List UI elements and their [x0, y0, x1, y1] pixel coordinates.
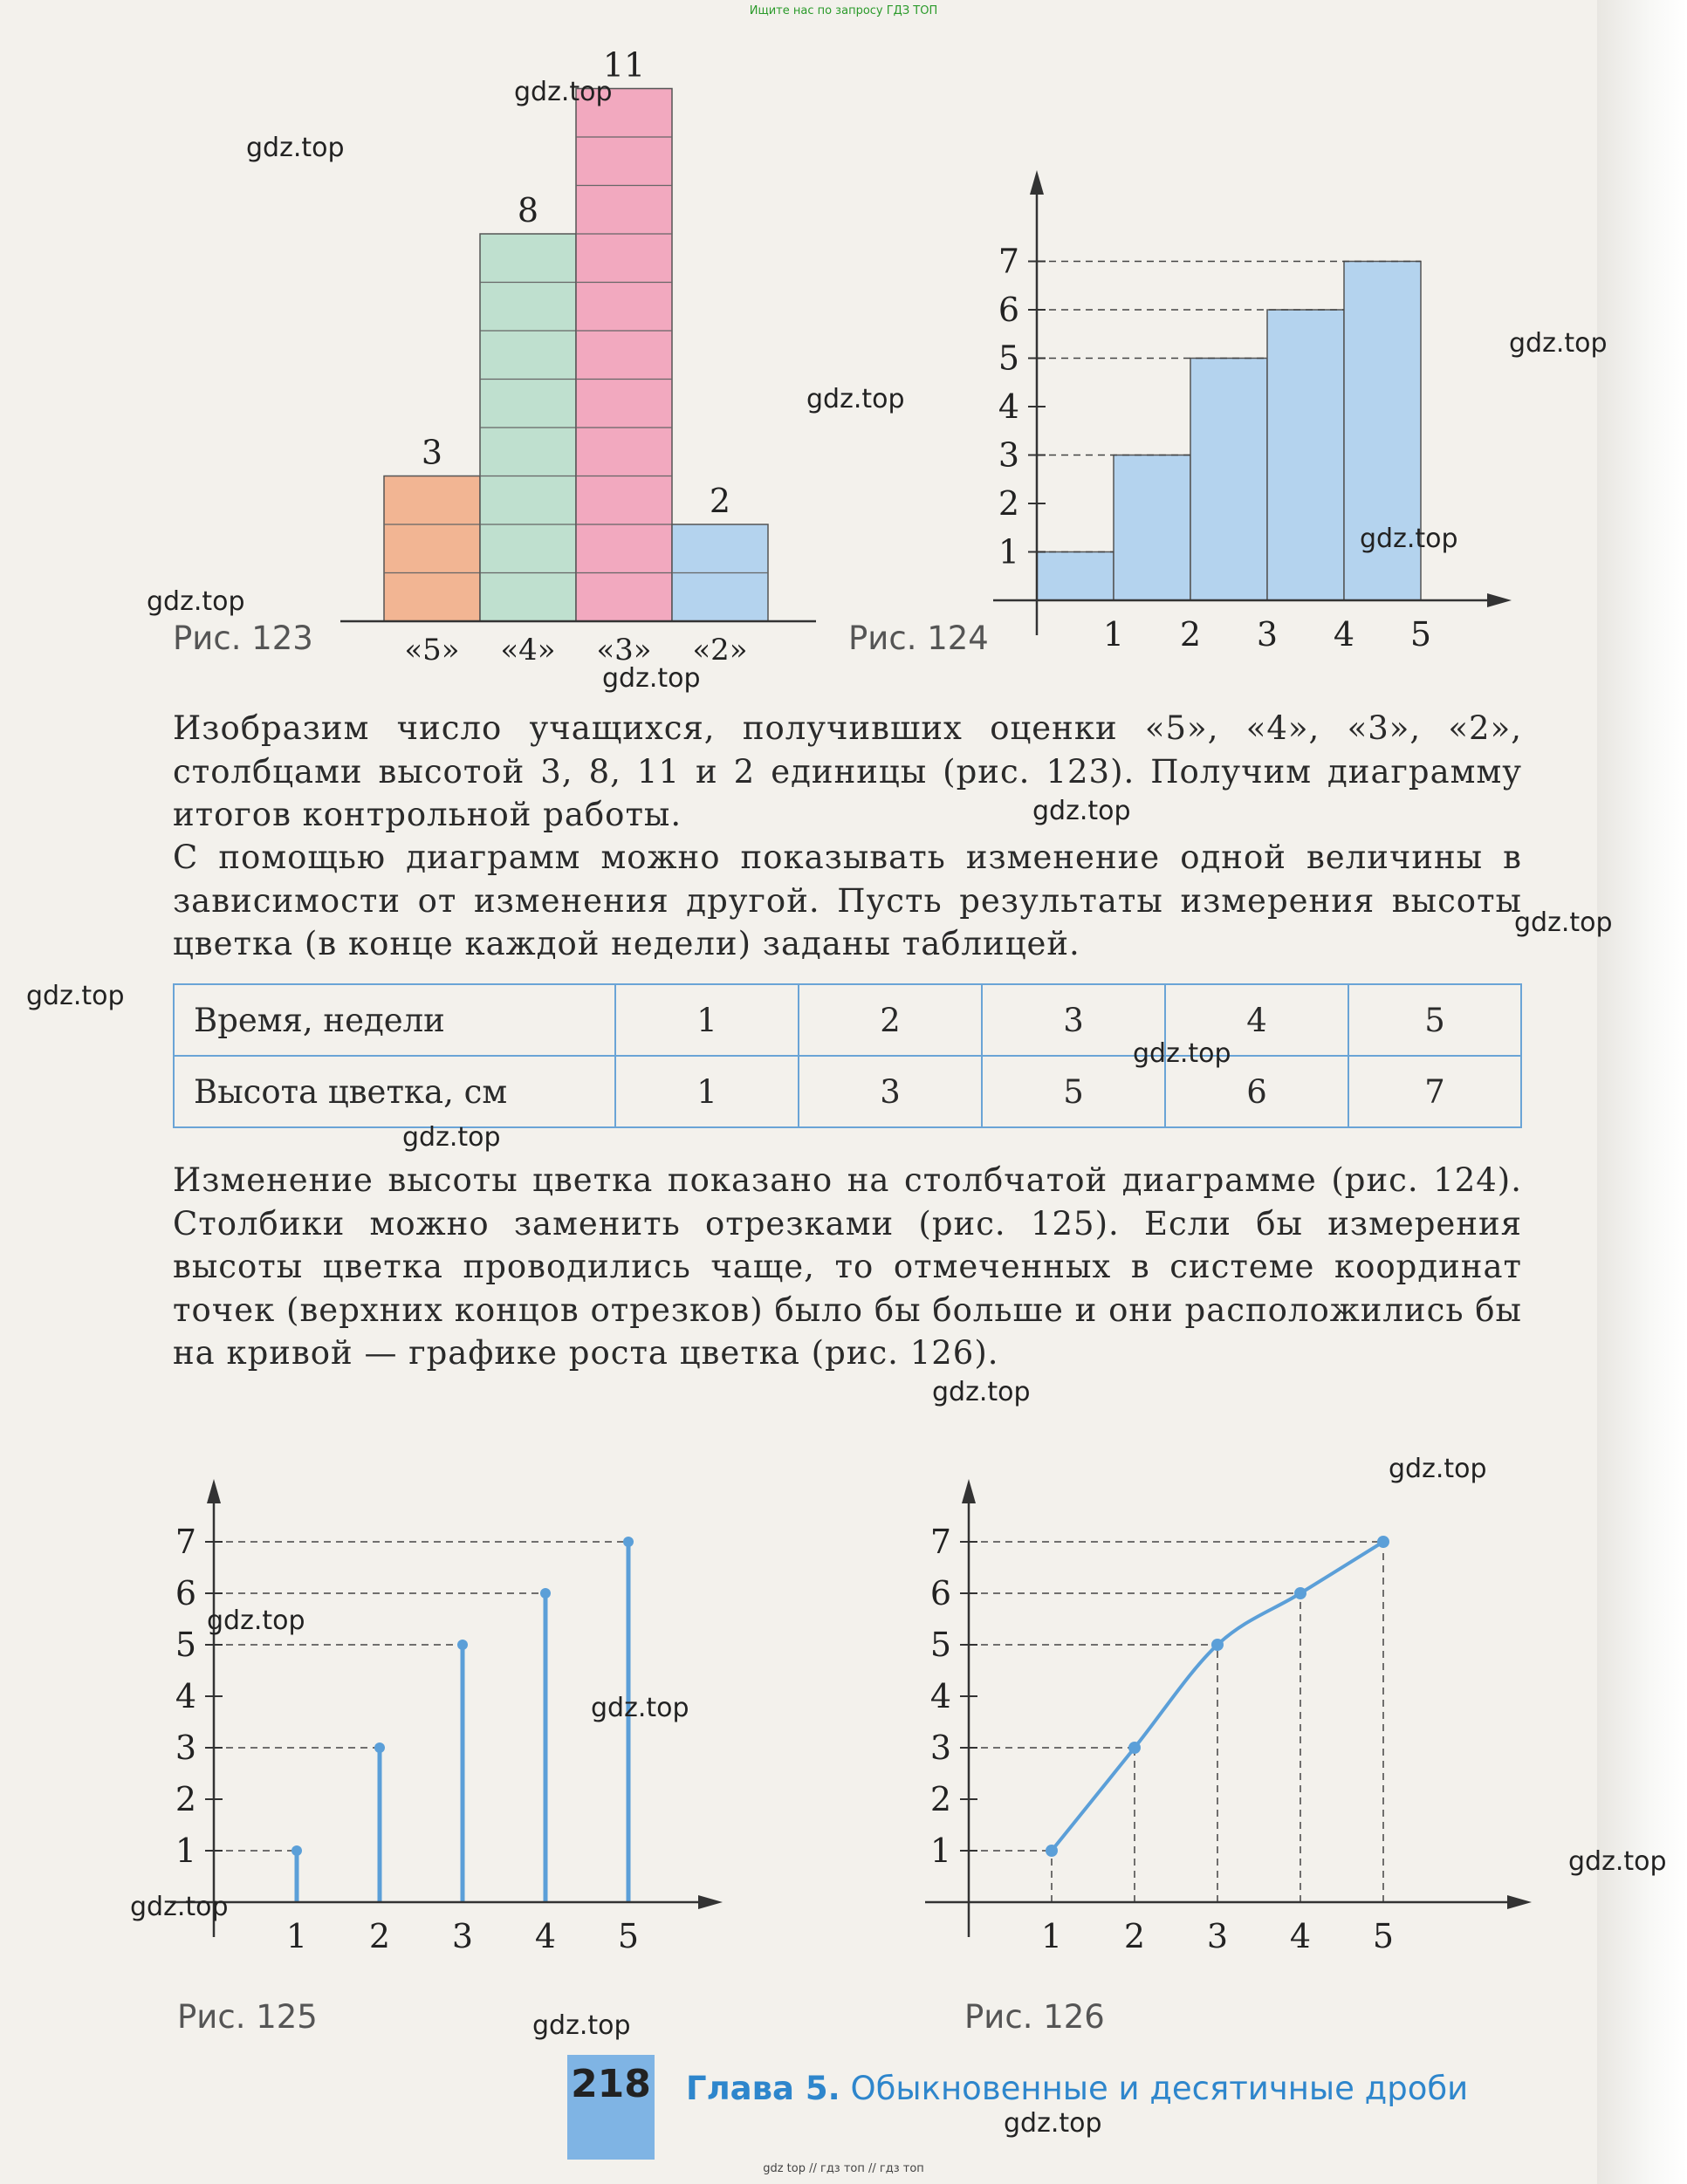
y-axis-arrow [1030, 170, 1044, 195]
y-tick-label: 3 [929, 1729, 951, 1767]
paragraph-diagram-results: Изобразим число учащихся, получивших оценки «5», «4», «3», «2», столбцами высотой 3, 8, 11 и 2 единицы (рис. 123). Получим диаграмму итогов контрольной работы. [173, 709, 1522, 833]
y-tick-label: 2 [998, 484, 1019, 523]
x-tick-label: 3 [451, 1917, 474, 1955]
watermark: gdz.top [1568, 1846, 1667, 1877]
data-label: 3 [421, 433, 443, 472]
table-cell: 5 [982, 1056, 1165, 1127]
x-tick-label: «3» [596, 633, 652, 663]
watermark: gdz.top [147, 586, 245, 617]
watermark: gdz.top [402, 1122, 501, 1153]
bottom-watermark-notice: gdz top // гдз топ // гдз топ [763, 2162, 924, 2175]
y-tick-label: 6 [998, 291, 1019, 329]
watermark: gdz.top [1032, 796, 1131, 826]
y-tick-label: 6 [929, 1574, 951, 1612]
table-cell: 2 [799, 984, 982, 1056]
x-axis-arrow [1487, 593, 1512, 607]
table-cell: 1 [615, 984, 799, 1056]
paragraph-diagram-change: С помощью диаграмм можно показывать изменение одной величины в зависимости от изменения другой. Пусть результаты измерения высоты цветка (в конце каждой недели) заданы таблицей. [173, 839, 1522, 962]
watermark: gdz.top [514, 77, 613, 107]
y-tick-label: 7 [175, 1523, 196, 1561]
x-tick-label: «2» [692, 633, 748, 663]
table-cell: 5 [1348, 984, 1521, 1056]
table-cell: 6 [1165, 1056, 1348, 1127]
flower-height-table [173, 983, 1522, 1128]
x-tick-label: 5 [617, 1917, 640, 1955]
watermark: gdz.top [932, 1377, 1031, 1407]
table-row-label: Время, недели [174, 984, 615, 1056]
watermark: gdz.top [130, 1892, 229, 1922]
y-tick-label: 4 [929, 1677, 951, 1715]
y-tick-label: 5 [175, 1626, 196, 1664]
chapter-name: Обыкновенные и десятичные дроби [850, 2070, 1469, 2107]
data-label: 11 [602, 45, 646, 85]
bar [1037, 552, 1114, 601]
watermark: gdz.top [1514, 907, 1613, 938]
paragraph-flower-growth: Изменение высоты цветка показано на столбчатой диаграмме (рис. 124). Столбики можно заменить отрезками (рис. 125). Если бы измерения высоты цветка проводились чаще, то отмеченных в системе координат точек (верхних концов отрезков) было бы больше и они расположились бы на кривой — графике роста цветка (рис. 126). [173, 1161, 1522, 1372]
x-tick-label: 3 [1256, 615, 1279, 654]
watermark: gdz.top [1004, 2108, 1102, 2139]
table-cell: 3 [982, 984, 1165, 1056]
figure-123-caption: Рис. 123 [173, 620, 313, 657]
watermark: gdz.top [1133, 1038, 1231, 1069]
y-axis-arrow [962, 1479, 976, 1503]
x-tick-label: «5» [404, 633, 460, 663]
x-tick-label: 1 [285, 1917, 308, 1955]
data-point [1294, 1587, 1306, 1599]
y-tick-label: 3 [175, 1729, 196, 1767]
y-tick-label: 2 [175, 1780, 196, 1818]
watermark: gdz.top [602, 663, 701, 694]
page-number: 218 [571, 2062, 651, 2106]
x-tick-label: 2 [1123, 1917, 1146, 1955]
x-tick-label: 2 [1179, 615, 1202, 654]
x-tick-label: 5 [1409, 615, 1432, 654]
y-tick-label: 4 [175, 1677, 196, 1715]
chapter-label: Глава 5. [686, 2070, 840, 2107]
watermark: gdz.top [1360, 524, 1458, 554]
table-row-label: Высота цветка, см [174, 1056, 615, 1127]
watermark: gdz.top [246, 133, 345, 163]
figure-126 [873, 1431, 1597, 1998]
x-axis-arrow [1507, 1895, 1532, 1909]
data-point [291, 1845, 302, 1856]
y-tick-label: 5 [998, 339, 1019, 378]
y-tick-label: 2 [929, 1780, 951, 1818]
top-watermark-notice: Ищите нас по запросу ГДЗ ТОП [749, 4, 938, 17]
y-tick-label: 7 [929, 1523, 951, 1561]
bar [1190, 359, 1267, 601]
bar [1267, 310, 1344, 600]
x-tick-label: 4 [534, 1917, 557, 1955]
y-tick-label: 1 [998, 532, 1019, 572]
x-tick-label: «4» [500, 633, 556, 663]
watermark: gdz.top [26, 981, 125, 1011]
x-tick-label: 1 [1040, 1917, 1063, 1955]
data-point [1211, 1639, 1224, 1651]
x-tick-label: 4 [1289, 1917, 1312, 1955]
y-tick-label: 1 [929, 1831, 951, 1870]
x-tick-label: 3 [1206, 1917, 1229, 1955]
watermark: gdz.top [207, 1605, 305, 1636]
table-cell: 4 [1165, 984, 1348, 1056]
x-tick-label: 1 [1102, 615, 1125, 654]
table-row [174, 984, 1521, 1056]
watermark: gdz.top [532, 2010, 631, 2041]
watermark: gdz.top [591, 1693, 689, 1723]
y-tick-label: 6 [175, 1574, 196, 1612]
data-point [623, 1537, 634, 1547]
table-cell: 3 [799, 1056, 982, 1127]
y-tick-label: 5 [929, 1626, 951, 1664]
figure-126-caption: Рис. 126 [964, 1998, 1105, 2036]
watermark: gdz.top [1509, 328, 1608, 359]
y-tick-label: 4 [998, 387, 1019, 426]
x-tick-label: 5 [1372, 1917, 1395, 1955]
table-cell: 1 [615, 1056, 799, 1127]
data-point [1046, 1845, 1058, 1857]
chapter-title [686, 2070, 1468, 2107]
data-point [540, 1588, 551, 1599]
x-tick-label: 2 [368, 1917, 391, 1955]
data-point [457, 1640, 468, 1650]
data-label: 8 [517, 191, 539, 229]
figure-125-caption: Рис. 125 [177, 1998, 318, 2036]
figure-124-caption: Рис. 124 [848, 620, 989, 657]
data-label: 2 [709, 482, 731, 520]
data-point [1377, 1536, 1389, 1548]
bar [1114, 455, 1190, 601]
y-tick-label: 7 [998, 242, 1019, 281]
data-point [374, 1742, 385, 1753]
table-cell: 7 [1348, 1056, 1521, 1127]
x-tick-label: 4 [1333, 615, 1355, 654]
data-point [1128, 1742, 1141, 1754]
watermark: gdz.top [1389, 1454, 1487, 1484]
x-axis-arrow [698, 1895, 723, 1909]
watermark: gdz.top [806, 384, 905, 414]
table-row [174, 1056, 1521, 1127]
figure-124 [0, 0, 1687, 681]
y-axis-arrow [207, 1479, 221, 1503]
y-tick-label: 3 [998, 435, 1019, 475]
y-tick-label: 1 [175, 1831, 196, 1870]
